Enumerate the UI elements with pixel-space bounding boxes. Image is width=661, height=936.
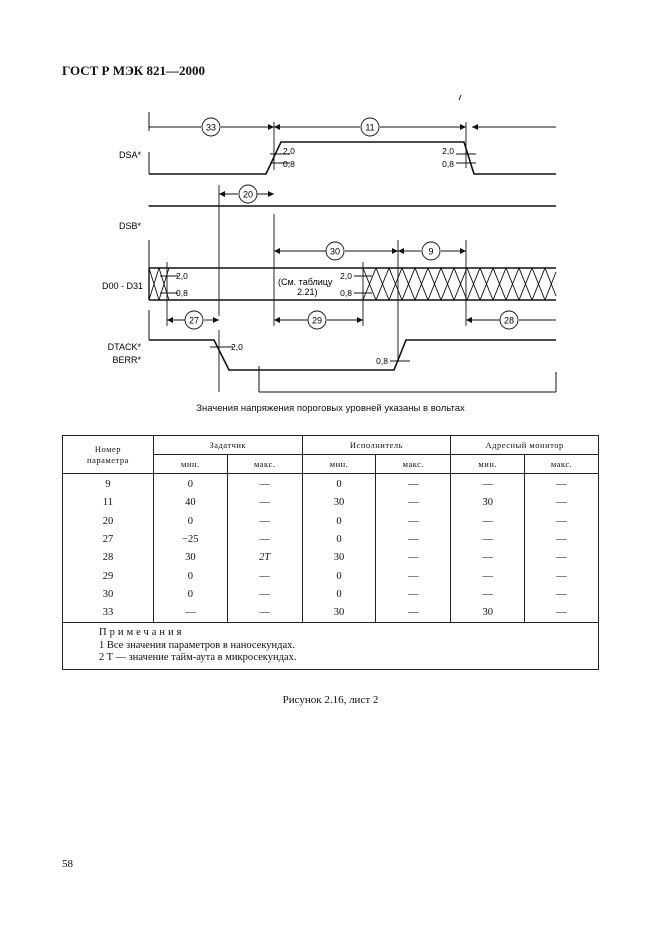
table-cell: 0	[153, 567, 227, 585]
header-max: макс.	[525, 455, 599, 474]
figure-caption: Рисунок 2.16, лист 2	[282, 694, 379, 706]
voltage-note: Значения напряжения пороговых уровней указаны в вольтах	[196, 403, 465, 414]
page-number: 58	[62, 858, 73, 870]
param-9-label: 9	[428, 246, 434, 257]
table-cell: 30	[302, 494, 376, 512]
header-max: макс.	[376, 455, 451, 474]
table-cell: —	[376, 549, 451, 567]
dtack-waveform	[149, 340, 556, 370]
table-cell: 0	[153, 474, 227, 495]
table-cell: —	[451, 531, 525, 549]
timing-diagram	[0, 0, 661, 400]
table-row	[63, 549, 599, 567]
table-cell: —	[227, 494, 302, 512]
table-cell: —	[376, 586, 451, 604]
dtack-level-high: 2,0	[231, 342, 243, 352]
table-cell: —	[525, 531, 599, 549]
document-header: ГОСТ Р МЭК 821—2000	[62, 63, 205, 78]
table-ref-line1: (См. таблицу	[278, 277, 333, 287]
table-cell: —	[525, 494, 599, 512]
parameter-table	[62, 435, 599, 670]
table-row	[63, 586, 599, 604]
notes-row	[63, 623, 599, 670]
table-cell: —	[227, 474, 302, 495]
table-cell: —	[376, 513, 451, 531]
signal-label-berr: BERR*	[112, 355, 141, 365]
header-master: Задатчик	[153, 436, 302, 455]
dsa-level-low-right: 0,8	[442, 159, 454, 169]
table-cell: —	[376, 604, 451, 623]
table-cell: —	[451, 586, 525, 604]
table-cell: —	[376, 474, 451, 495]
signal-label-dtack: DTACK*	[107, 342, 141, 352]
header-min: мин.	[451, 455, 525, 474]
header-location-monitor: Адресный монитор	[451, 436, 599, 455]
table-cell: —	[451, 513, 525, 531]
header-min: мин.	[302, 455, 376, 474]
table-cell: —	[525, 604, 599, 623]
note-1: 1 Все значения параметров в наносекундах.	[99, 639, 296, 651]
table-cell: —	[451, 567, 525, 585]
table-cell: —	[153, 604, 227, 623]
table-cell: —	[227, 586, 302, 604]
notes-cell	[63, 623, 599, 670]
table-cell: 40	[153, 494, 227, 512]
header-max: макс.	[227, 455, 302, 474]
table-cell: 30	[302, 604, 376, 623]
table-cell: 30	[451, 604, 525, 623]
param-20-label: 20	[242, 189, 254, 200]
table-cell: —	[451, 549, 525, 567]
table-cell: —	[525, 474, 599, 495]
param-30-label: 30	[329, 246, 341, 257]
signal-label-data: D00 - D31	[101, 281, 143, 291]
table-cell: 9	[63, 474, 154, 495]
data-bus-hatch-left	[149, 268, 169, 300]
table-cell: —	[227, 604, 302, 623]
table-cell: 0	[302, 513, 376, 531]
table-cell: 0	[302, 531, 376, 549]
dsa-waveform	[149, 142, 556, 174]
dsa-level-high-right: 2,0	[442, 146, 454, 156]
signal-label-dsb: DSB*	[118, 221, 141, 231]
table-cell: 30	[63, 586, 154, 604]
table-row	[63, 531, 599, 549]
table-cell: —	[376, 567, 451, 585]
dtack-level-low: 0,8	[376, 356, 388, 366]
table-row	[63, 567, 599, 585]
param-11-label: 11	[365, 122, 375, 133]
data-bus-hatch-right	[363, 268, 556, 300]
table-cell: 2T	[227, 549, 302, 567]
table-row	[63, 513, 599, 531]
diagram-frame	[149, 95, 556, 392]
param-28-label: 28	[503, 315, 515, 326]
table-ref-line2: 2.21)	[297, 287, 318, 297]
notes-title: Примечания	[99, 627, 185, 639]
data-level-low-right: 0,8	[340, 288, 352, 298]
table-cell: 29	[63, 567, 154, 585]
param-27-label: 27	[188, 315, 200, 326]
table-row	[63, 494, 599, 512]
table-cell: —	[525, 586, 599, 604]
param-33-label: 33	[205, 122, 217, 133]
table-cell: 0	[153, 513, 227, 531]
param-9-arrow	[398, 240, 466, 362]
header-param-number: Номер параметра	[63, 436, 154, 474]
table-cell: 27	[63, 531, 154, 549]
table-cell: —	[525, 567, 599, 585]
dsa-level-high-left: 2,0	[283, 146, 295, 156]
table-cell: 0	[302, 567, 376, 585]
data-level-high-left: 2,0	[176, 271, 188, 281]
table-cell: —	[227, 567, 302, 585]
header-min: мин.	[153, 455, 227, 474]
data-level-low-left: 0,8	[176, 288, 188, 298]
table-cell: —	[227, 513, 302, 531]
param-29-label: 29	[311, 315, 323, 326]
table-cell: 30	[302, 549, 376, 567]
table-cell: —	[451, 474, 525, 495]
param-11-arrow	[274, 118, 556, 136]
table-cell: 30	[153, 549, 227, 567]
table-cell: 33	[63, 604, 154, 623]
table-cell: 11	[63, 494, 154, 512]
dsa-level-low-left: 0,8	[283, 159, 295, 169]
param-30-arrow	[274, 214, 398, 326]
table-cell: 0	[302, 474, 376, 495]
param-20-arrow	[219, 185, 274, 316]
table-cell: −25	[153, 531, 227, 549]
data-level-high-right: 2,0	[340, 271, 352, 281]
table-cell: 30	[451, 494, 525, 512]
table-cell: 0	[153, 586, 227, 604]
table-row	[63, 474, 599, 495]
table-cell: —	[376, 494, 451, 512]
note-2: 2 T — значение тайм-аута в микросекундах.	[99, 652, 297, 664]
table-cell: —	[227, 531, 302, 549]
table-cell: —	[376, 531, 451, 549]
table-cell: 28	[63, 549, 154, 567]
table-cell: —	[525, 549, 599, 567]
header-slave: Исполнитель	[302, 436, 451, 455]
table-row	[63, 604, 599, 623]
table-cell: 20	[63, 513, 154, 531]
table-cell: —	[525, 513, 599, 531]
table-cell: 0	[302, 586, 376, 604]
signal-label-dsa: DSA*	[118, 150, 141, 160]
